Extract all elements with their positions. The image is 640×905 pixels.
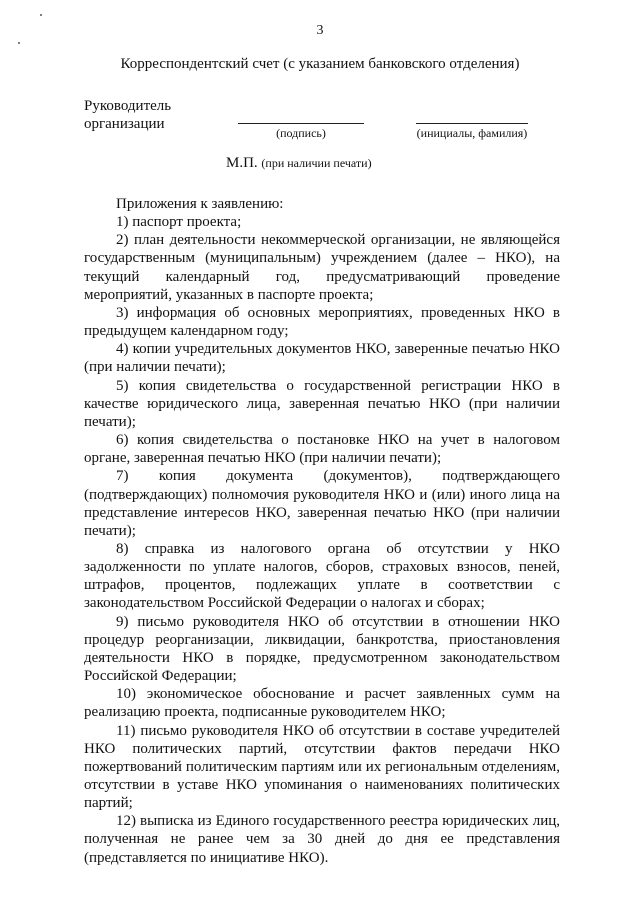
head-of-organization-label: [84, 97, 171, 133]
attachments-section: [84, 195, 560, 867]
stamp-label: М.П.: [226, 155, 258, 171]
attachment-item: 3) информация об основных мероприятиях, проведенных НКО в предыдущем календарном году;: [84, 304, 560, 340]
attachment-item: 7) копия документа (документов), подтверждающего (подтверждающих) полномочия руководителя НКО и (или) иного лица на представление интересов НКО, заверенная печатью НКО (при наличии печати);: [84, 468, 560, 539]
scan-speck: [18, 42, 20, 44]
attachments-heading: Приложения к заявлению:: [116, 196, 284, 212]
head-label-line-2: организации: [84, 116, 165, 132]
page-number: 3: [316, 23, 324, 38]
attachment-item: 2) план деятельности некоммерческой организации, не являющейся государственным (муниципальным) учреждением (далее – НКО), на текущий календарный год, предусматривающий проведение мероприятий, указанных в паспорте проекта;: [84, 232, 560, 303]
attachment-item: 1) паспорт проекта;: [116, 214, 242, 231]
signature-caption: (подпись): [276, 126, 326, 140]
attachment-item: 10) экономическое обоснование и расчет заявленных сумм на реализацию проекта, подписанные руководителем НКО;: [84, 686, 560, 721]
head-label-line-1: Руководитель: [84, 98, 172, 114]
attachment-item: 8) справка из налогового органа об отсутствии у НКО задолженности по уплате налогов, сборов, страховых взносов, пеней, штрафов, процентов, подлежащих уплате в соответствии с законодательством Российской Федерации о налогах и сборах;: [84, 540, 560, 612]
attachment-item: 12) выписка из Единого государственного реестра юридических лиц, полученная не ранее чем за 30 дней до дня ее представления (представляется по инициативе НКО).: [84, 813, 560, 866]
stamp-note: (при наличии печати): [261, 156, 372, 170]
attachment-item: 5) копия свидетельства о государственной регистрации НКО в качестве юридического лица, заверенная печатью НКО (при наличии печати);: [84, 377, 560, 430]
stamp-place: [226, 155, 372, 172]
initials-caption: (инициалы, фамилия): [416, 126, 528, 140]
attachment-item: 9) письмо руководителя НКО об отсутствии в отношении НКО процедур реорганизации, ликвидации, банкротства, приостановления деятельности НКО в порядке, предусмотренном законодательством Российской Федерации;: [84, 613, 560, 685]
signature-line: [238, 123, 364, 124]
attachment-item: 4) копии учредительных документов НКО, заверенные печатью НКО (при наличии печати);: [84, 341, 560, 376]
initials-line: [416, 123, 528, 124]
attachment-item: 6) копия свидетельства о постановке НКО на учет в налоговом органе, заверенная печатью НКО (при наличии печати);: [84, 432, 560, 467]
scan-speck: [40, 14, 42, 16]
attachment-item: 11) письмо руководителя НКО об отсутствии в составе учредителей НКО политических партий, отсутствии фактов передачи НКО пожертвований политическим партиям или их региональным отделениям, отсутствии в уставе НКО упоминания о наименованиях политических партий;: [84, 722, 560, 812]
correspondent-account-line: Корреспондентский счет (с указанием банковского отделения): [120, 56, 520, 72]
